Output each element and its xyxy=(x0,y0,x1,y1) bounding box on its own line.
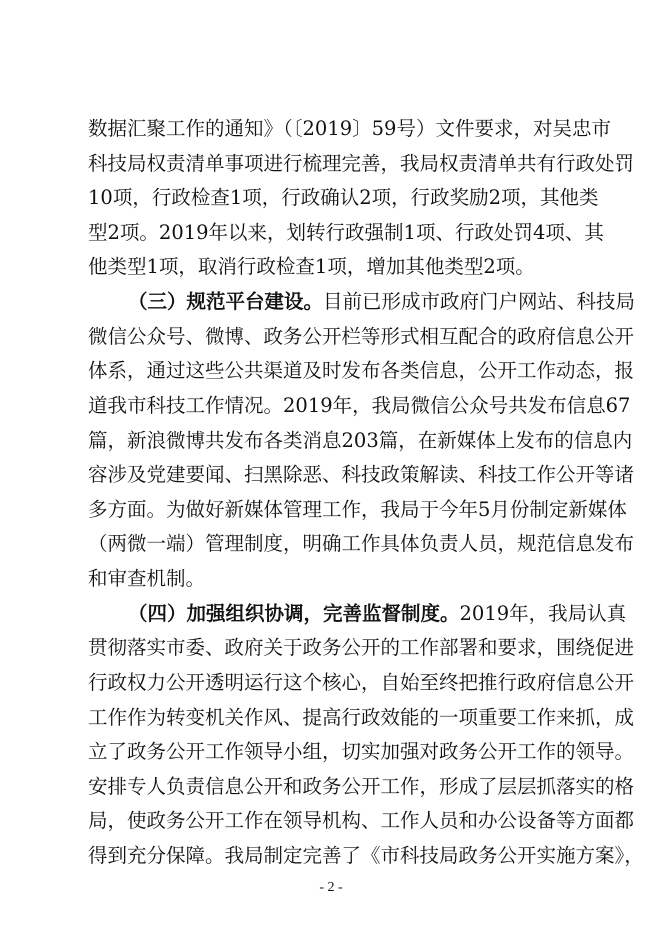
body-line: 容涉及党建要闻、扫黑除恶、科技政策解读、科技工作公开等诸 xyxy=(88,463,635,486)
body-line: 微信公众号、微博、政务公开栏等形式相互配合的政府信息公开 xyxy=(88,325,635,348)
body-line: 科技局权责清单事项进行梳理完善，我局权责清单共有行政处罚 xyxy=(88,152,635,175)
body-line: 贯彻落实市委、政府关于政务公开的工作部署和要求，围绕促进 xyxy=(88,636,635,659)
section-heading: （四）加强组织协调，完善监督制度。 xyxy=(128,602,460,625)
body-line: 立了政务公开工作领导小组，切实加强对政务公开工作的领导。 xyxy=(88,740,635,763)
paragraph-first-line xyxy=(128,288,636,316)
body-line: 局，使政务公开工作在领导机构、工作人员和办公设备等方面都 xyxy=(88,809,635,832)
body-line: 型2项。2019年以来，划转行政强制1项、行政处罚4项、其 xyxy=(88,221,604,244)
body-line: 安排专人负责信息公开和政务公开工作，形成了层层抓落实的格 xyxy=(88,775,635,798)
body-line: 体系，通过这些公共渠道及时发布各类信息，公开工作动态，报 xyxy=(88,359,635,382)
body-line: 他类型1项，取消行政检查1项，增加其他类型2项。 xyxy=(88,255,535,278)
page-number: - 2 - xyxy=(319,880,343,895)
body-text: 2019年，我局认真 xyxy=(459,602,627,625)
body-line: 篇，新浪微博共发布各类消息203篇，在新媒体上发布的信息内 xyxy=(88,429,633,452)
section-heading: （三）规范平台建设。 xyxy=(128,290,324,313)
body-line: 行政权力公开透明运行这个核心，自始至终把推行政府信息公开 xyxy=(88,671,635,694)
body-line: 道我市科技工作情况。2019年，我局微信公众号共发布信息67 xyxy=(88,394,631,417)
body-line: 数据汇聚工作的通知》（〔2019〕59号）文件要求，对吴忠市 xyxy=(88,117,611,140)
body-text: 目前已形成市政府门户网站、科技局 xyxy=(323,290,636,313)
body-line: 工作作为转变机关作风、提高行政效能的一项重要工作来抓，成 xyxy=(88,706,635,729)
body-line: 得到充分保障。我局制定完善了《市科技局政务公开实施方案》， xyxy=(88,844,644,867)
body-line: 和审查机制。 xyxy=(88,567,206,590)
body-line: （两微一端）管理制度，明确工作具体负责人员，规范信息发布 xyxy=(88,532,635,555)
paragraph-first-line xyxy=(128,600,627,628)
body-line: 多方面。为做好新媒体管理工作，我局于今年5月份制定新媒体 xyxy=(88,498,627,521)
body-line: 10项，行政检查1项，行政确认2项，行政奖励2项，其他类 xyxy=(88,186,599,209)
